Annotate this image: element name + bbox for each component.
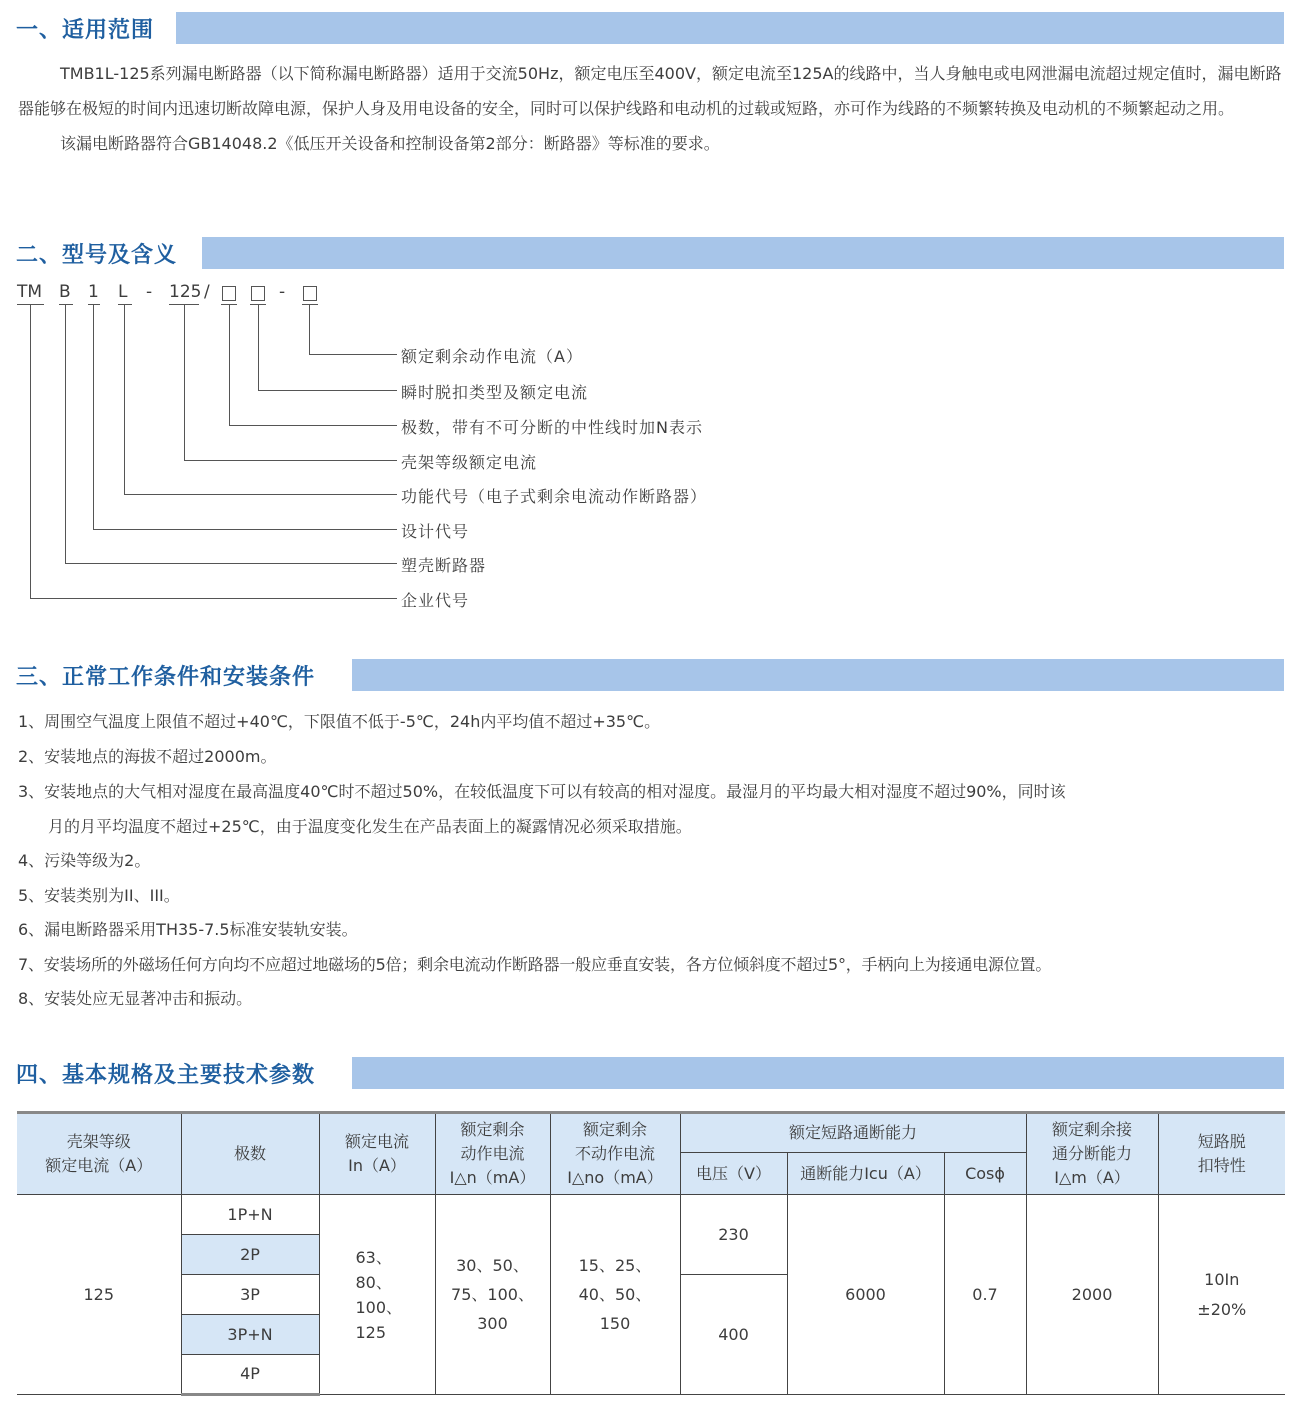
condition-item: 1、周围空气温度上限值不超过+40℃，下限值不低于-5℃，24h内平均值不超过+35℃。 xyxy=(18,712,661,731)
cell-cos-phi: 0.7 xyxy=(944,1195,1026,1395)
header-text: 额定剩余 xyxy=(460,1120,525,1139)
connector xyxy=(309,304,310,354)
cell-text: 30、50、 xyxy=(456,1256,529,1275)
label-residual-current: 额定剩余动作电流（A） xyxy=(401,347,583,366)
header-text: 通分断能力 xyxy=(1052,1144,1133,1163)
section-1-title: 一、适用范围 xyxy=(16,17,155,43)
code-l: L xyxy=(118,282,128,302)
connector xyxy=(258,304,259,390)
header-frame-current xyxy=(17,1113,181,1195)
header-text: 壳架等级 xyxy=(66,1132,131,1151)
connector xyxy=(124,494,397,495)
header-icu: 通断能力Icu（A） xyxy=(787,1153,944,1195)
cell-voltage-400: 400 xyxy=(680,1275,787,1395)
code-1: 1 xyxy=(88,282,99,302)
label-design-code: 设计代号 xyxy=(401,522,470,541)
condition-item: 8、安装处应无显著冲击和振动。 xyxy=(18,989,253,1008)
cell-text: ±20% xyxy=(1197,1299,1247,1319)
condition-item-continued: 月的月平均温度不超过+25℃，由于温度变化发生在产品表面上的凝露情况必须采取措施。 xyxy=(48,817,692,836)
underline xyxy=(59,304,73,305)
label-trip-type: 瞬时脱扣类型及额定电流 xyxy=(401,383,589,402)
label-function-code: 功能代号（电子式剩余电流动作断路器） xyxy=(401,487,708,506)
section-4-header xyxy=(16,1056,1284,1090)
condition-item: 2、安装地点的海拔不超过2000m。 xyxy=(18,747,277,766)
code-box-residual xyxy=(303,286,317,301)
cell-text: 63、 xyxy=(355,1247,392,1267)
section-2-bar xyxy=(202,237,1284,269)
code-dash-1: - xyxy=(146,282,153,302)
connector xyxy=(229,425,397,426)
connector xyxy=(258,390,397,391)
cell-pole: 3P+N xyxy=(181,1315,319,1355)
header-text: I△n（mA） xyxy=(449,1168,536,1187)
spec-table xyxy=(17,1111,1285,1396)
header-text: 额定剩余接 xyxy=(1052,1120,1133,1139)
header-residual-non-operating xyxy=(550,1113,680,1195)
header-rated-current xyxy=(319,1113,435,1195)
connector xyxy=(184,304,185,460)
condition-item: 4、污染等级为2。 xyxy=(18,851,151,870)
underline xyxy=(88,304,100,305)
cell-residual-making-breaking: 2000 xyxy=(1026,1195,1158,1395)
cell-text: 15、25、 xyxy=(578,1256,652,1275)
header-text: 额定剩余 xyxy=(582,1120,647,1139)
header-text: 不动作电流 xyxy=(574,1144,655,1163)
condition-item: 6、漏电断路器采用TH35-7.5标准安装轨安装。 xyxy=(18,920,358,939)
cell-residual-non-operating xyxy=(550,1195,680,1395)
section-1-body xyxy=(18,56,1288,161)
cell-pole: 2P xyxy=(181,1235,319,1275)
cell-pole: 4P xyxy=(181,1355,319,1395)
cell-text: 125 xyxy=(355,1322,387,1342)
header-trip-characteristic xyxy=(1158,1113,1285,1195)
code-box-trip xyxy=(251,286,265,301)
cell-residual-operating xyxy=(435,1195,550,1395)
code-b: B xyxy=(59,282,71,302)
connector xyxy=(93,304,94,529)
cell-frame-current: 125 xyxy=(17,1195,181,1395)
connector xyxy=(30,598,397,599)
cell-text: 10In xyxy=(1204,1269,1240,1289)
cell-trip-characteristic xyxy=(1158,1195,1285,1395)
underline xyxy=(118,304,132,305)
header-text: 扣特性 xyxy=(1197,1156,1246,1175)
connector xyxy=(124,304,125,494)
header-text: I△no（mA） xyxy=(567,1168,663,1187)
section-2-header xyxy=(16,236,1284,270)
cell-pole: 3P xyxy=(181,1275,319,1315)
section-1-header xyxy=(16,11,1284,45)
header-text: 额定电流 xyxy=(344,1132,409,1151)
header-text: 短路脱 xyxy=(1197,1132,1246,1151)
connector xyxy=(65,304,66,563)
connector xyxy=(30,304,31,598)
label-frame-current: 壳架等级额定电流 xyxy=(401,453,538,472)
standard-paragraph: 该漏电断路器符合GB14048.2《低压开关设备和控制设备第2部分：断路器》等标准的要求。 xyxy=(60,134,720,153)
header-text: In（A） xyxy=(348,1156,406,1175)
table-row xyxy=(17,1195,1285,1235)
connector xyxy=(309,354,397,355)
header-poles: 极数 xyxy=(181,1113,319,1195)
section-4-bar xyxy=(352,1057,1284,1089)
cell-rated-current xyxy=(319,1195,435,1395)
cell-text: 150 xyxy=(599,1314,631,1333)
label-mccb: 塑壳断路器 xyxy=(401,556,487,575)
cell-text: 75、100、 xyxy=(451,1285,534,1304)
header-text: 额定电流（A） xyxy=(45,1156,153,1175)
header-text: 动作电流 xyxy=(460,1144,525,1163)
code-dash-2: - xyxy=(279,282,286,302)
label-poles: 极数，带有不可分断的中性线时加N表示 xyxy=(401,418,703,437)
header-cos-phi: Cosϕ xyxy=(944,1153,1026,1195)
cell-text: 80、 xyxy=(355,1272,392,1292)
code-125: 125 xyxy=(169,282,202,302)
header-residual-operating xyxy=(435,1113,550,1195)
condition-item: 5、安装类别为II、III。 xyxy=(18,886,180,905)
header-short-circuit-capacity: 额定短路通断能力 xyxy=(680,1113,1026,1153)
section-4-title: 四、基本规格及主要技术参数 xyxy=(16,1062,316,1088)
condition-item: 3、安装地点的大气相对湿度在最高温度40℃时不超过50%，在较低温度下可以有较高的相对湿度。最湿月的平均最大相对湿度不超过90%，同时该 xyxy=(18,782,1066,801)
cell-icu: 6000 xyxy=(787,1195,944,1395)
connector xyxy=(65,563,397,564)
connector xyxy=(93,529,397,530)
header-residual-making-breaking xyxy=(1026,1113,1158,1195)
cell-voltage-230: 230 xyxy=(680,1195,787,1275)
section-1-bar xyxy=(176,12,1284,44)
scope-paragraph: TMB1L-125系列漏电断路器（以下简称漏电断路器）适用于交流50Hz，额定电压至400V，额定电流至125A的线路中，当人身触电或电网泄漏电流超过规定值时，漏电断路器能够在极短的时间内迅速切断故障电源，保护人身及用电设备的安全，同时可以保护线路和电动机的过载或短路，亦可作为线路的不频繁转换及电动机的不频繁起动之用。 xyxy=(18,64,1282,118)
connector xyxy=(184,460,397,461)
underline xyxy=(302,304,318,305)
cell-pole: 1P+N xyxy=(181,1195,319,1235)
code-box-poles xyxy=(222,286,236,301)
header-voltage: 电压（V） xyxy=(680,1153,787,1195)
header-text: I△m（A） xyxy=(1054,1168,1130,1187)
section-2-title: 二、型号及含义 xyxy=(16,242,178,268)
connector xyxy=(229,304,230,425)
code-tm: TM xyxy=(17,282,43,302)
cell-text: 40、50、 xyxy=(578,1285,652,1304)
label-company-code: 企业代号 xyxy=(401,591,470,610)
code-slash: / xyxy=(204,282,210,302)
section-3-title: 三、正常工作条件和安装条件 xyxy=(16,664,316,690)
section-3-bar xyxy=(352,659,1284,691)
condition-item: 7、安装场所的外磁场任何方向均不应超过地磁场的5倍；剩余电流动作断路器一般应垂直安装，各方位倾斜度不超过5°，手柄向上为接通电源位置。 xyxy=(18,955,1052,974)
cell-text: 100、 xyxy=(355,1297,403,1317)
section-3-header xyxy=(16,658,1284,692)
cell-text: 300 xyxy=(477,1314,508,1333)
